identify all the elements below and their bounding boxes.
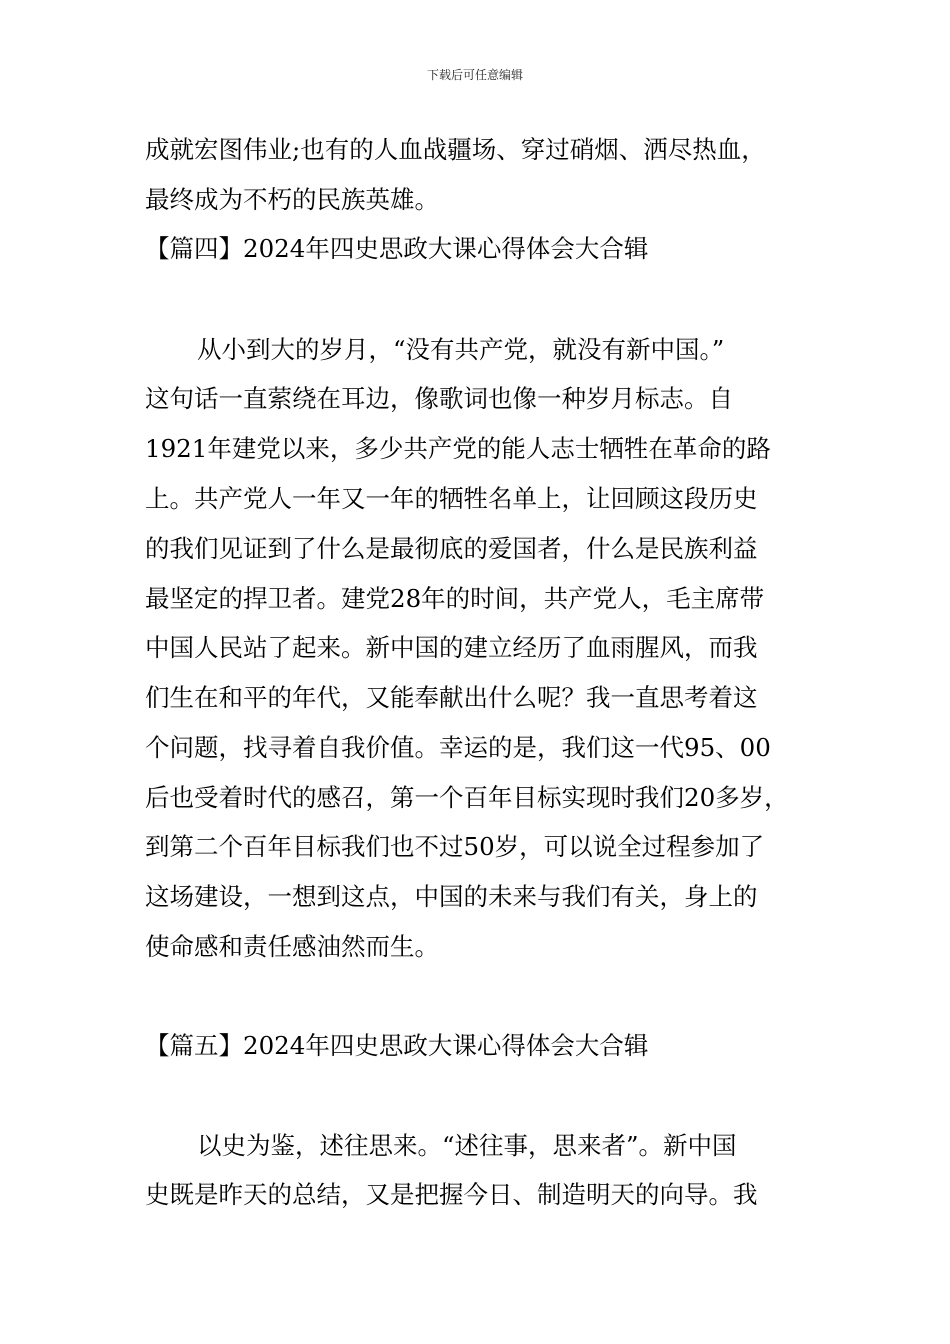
text-line: 最坚定的捍卫者。建党28年的时间，共产党人，毛主席带 xyxy=(145,584,765,613)
text-line: 1921年建党以来，多少共产党的能人志士牺牲在革命的路 xyxy=(145,434,771,463)
text-line: 这句话一直萦绕在耳边，像歌词也像一种岁月标志。自 xyxy=(145,384,733,413)
text-line: 个问题，找寻着自我价值。幸运的是，我们这一代95、00 xyxy=(145,733,771,762)
text-line: 们生在和平的年代，又能奉献出什么呢？我一直思考着这 xyxy=(145,683,758,712)
text-line: 成就宏图伟业;也有的人血战疆场、穿过硝烟、洒尽热血， xyxy=(145,135,766,164)
text-line: 上。共产党人一年又一年的牺牲名单上，让回顾这段历史 xyxy=(145,484,758,513)
text-line: 到第二个百年目标我们也不过50岁，可以说全过程参加了 xyxy=(145,832,765,861)
text-line: 中国人民站了起来。新中国的建立经历了血雨腥风，而我 xyxy=(145,633,758,662)
paragraph-first-line: 以史为鉴，述往思来。“述往事，思来者”。新中国 xyxy=(197,1131,737,1160)
text-line: 使命感和责任感油然而生。 xyxy=(145,932,439,961)
text-line: 史既是昨天的总结，又是把握今日、制造明天的向导。我 xyxy=(145,1180,758,1209)
text-line: 的我们见证到了什么是最彻底的爱国者，什么是民族利益 xyxy=(145,534,758,563)
text-line: 后也受着时代的感召，第一个百年目标实现时我们20多岁， xyxy=(145,783,789,812)
text-line: 最终成为不朽的民族英雄。 xyxy=(145,185,439,214)
text-line: 这场建设，一想到这点，中国的未来与我们有关，身上的 xyxy=(145,882,758,911)
section-heading: 【篇五】2024年四史思政大课心得体会大合辑 xyxy=(145,1031,649,1060)
paragraph-first-line: 从小到大的岁月，“没有共产党，就没有新中国。” xyxy=(197,335,725,364)
page-header: 下载后可任意编辑 xyxy=(426,68,523,82)
section-heading: 【篇四】2024年四史思政大课心得体会大合辑 xyxy=(145,234,649,263)
